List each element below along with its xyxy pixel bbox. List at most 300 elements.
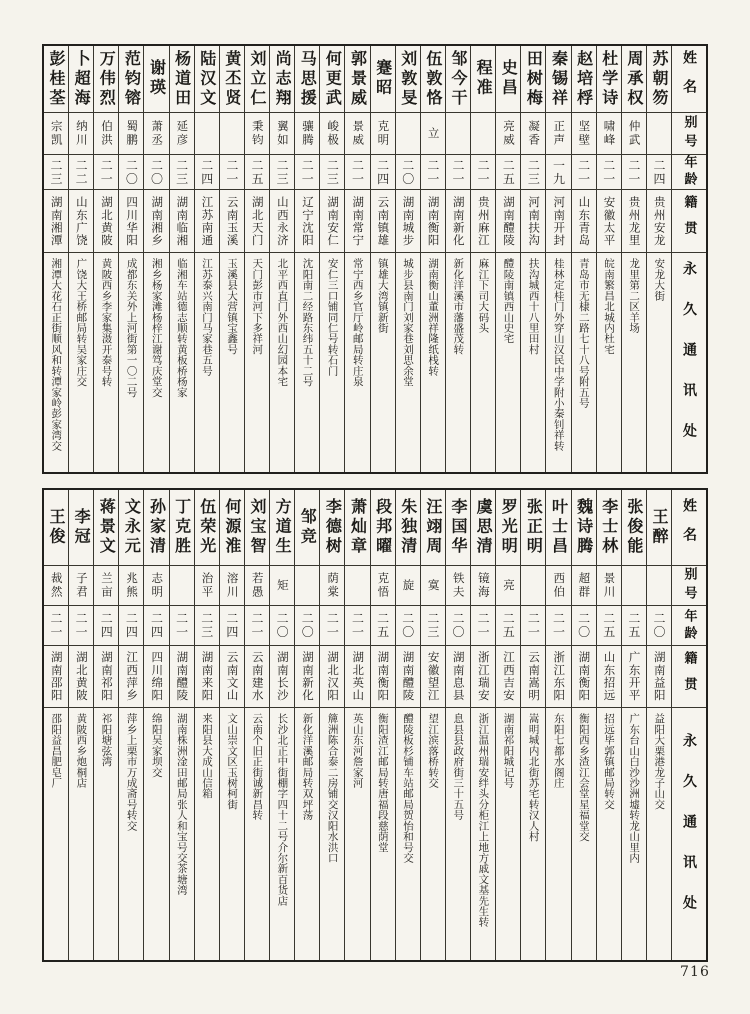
roster-entry-column [420,46,445,472]
roster-entry-column [596,46,621,472]
entry-age: 二四 [224,612,239,639]
entry-age: 二一 [551,612,566,639]
entry-alias-cell [195,112,219,154]
entry-name-cell [647,46,671,112]
entry-native-place: 湖南息县 [451,651,466,702]
entry-native-place-cell [94,645,118,707]
entry-address: 湖南祁阳城记号 [502,713,515,788]
entry-age-cell [446,154,470,189]
entry-name: 史昌 [499,59,519,99]
entry-name-cell [647,490,671,565]
entry-name-cell [546,46,570,112]
roster-entry-column [169,46,194,472]
entry-name-cell [220,46,244,112]
entry-native-place-cell [622,189,646,252]
entry-address-cell [220,252,244,472]
entry-age-cell [496,605,520,645]
entry-alias-cell [320,112,344,154]
entry-name-cell [320,490,344,565]
entry-alias-cell [521,565,545,605]
entry-native-place-cell [144,189,168,252]
entry-alias-cell [471,112,495,154]
entry-age-cell [647,605,671,645]
entry-alias-cell [371,112,395,154]
roster-entry-column [470,46,495,472]
entry-alias-cell [622,112,646,154]
entry-address: 浙江温州瑞安绊头分柜江上地方戚文基先生转 [477,713,490,928]
entry-native-place: 贵州安龙 [652,195,667,247]
entry-address: 广东台山白沙沙洲墟转龙山里内 [628,713,641,863]
entry-address-cell [144,252,168,472]
entry-native-place: 四川华阳 [125,195,140,247]
header-name-label: 姓名 [681,498,697,557]
entry-name: 何更武 [323,49,343,109]
roster-entry-column [143,46,168,472]
entry-age: 二二 [74,158,89,186]
entry-name-cell [471,46,495,112]
entry-address: 邵阳益昌肥皂厂 [50,713,63,788]
entry-age: 二四 [651,158,666,186]
entry-native-place-cell [597,189,621,252]
entry-native-place-cell [546,189,570,252]
entry-address: 益阳大栗港龙子山交 [653,713,666,810]
entry-age-cell [446,605,470,645]
entry-native-place: 安徽望江 [426,651,441,702]
entry-age: 二三 [48,158,63,186]
entry-alias-cell [521,112,545,154]
header-age-label: 年龄 [681,155,697,189]
entry-native-place-cell [220,645,244,707]
entry-native-place: 山西永济 [275,195,290,247]
entry-alias: 子君 [74,572,89,599]
entry-age-cell [245,154,269,189]
entry-address-cell [119,707,143,960]
entry-address: 长沙北正中街棚字四十二号介尔新百货店 [276,713,289,906]
entry-age-cell [396,154,420,189]
entry-age: 二一 [350,612,365,639]
roster-entry-column [68,46,93,472]
entry-age: 二一 [425,158,440,186]
entry-name-cell [396,46,420,112]
entry-alias: 矩 [275,578,290,593]
entry-age: 二四 [199,158,214,186]
entry-name: 蹇昭 [373,59,393,99]
entry-age: 二一 [74,612,89,639]
entry-name: 程准 [474,59,494,99]
entry-name-cell [345,46,369,112]
entry-alias: 景川 [602,572,617,599]
entry-alias: 荫棠 [326,572,341,599]
roster-entry-column [118,46,143,472]
entry-name-cell [144,490,168,565]
entry-address: 广饶大王桥邮局转吴家庄交 [75,258,88,387]
entry-native-place: 山东招远 [602,651,617,702]
entry-name: 黄丕贤 [222,49,242,109]
entry-alias-cell [44,565,68,605]
entry-address: 扶沟城西十八里田村 [527,258,540,355]
entry-age: 二五 [501,158,516,186]
entry-address-cell [421,707,445,960]
entry-name-cell [572,46,596,112]
entry-age-cell [295,605,319,645]
entry-name: 杨道田 [172,49,192,109]
entry-age: 二〇 [400,612,415,639]
entry-name: 伍敦恪 [423,49,443,109]
entry-address-cell [320,252,344,472]
entry-address: 祁阳塘弦湾 [100,713,113,767]
entry-name-cell [597,490,621,565]
entry-native-place-cell [371,189,395,252]
entry-address: 来阳县大成山信箱 [200,713,213,799]
entry-alias-cell [94,112,118,154]
entry-address-cell [220,707,244,960]
entry-native-place-cell [597,645,621,707]
entry-native-place-cell [471,645,495,707]
header-name-cell [672,490,706,565]
entry-native-place-cell [245,645,269,707]
entry-name: 虞思清 [474,498,494,557]
entry-address-cell [371,707,395,960]
roster-entry-column [445,490,470,960]
entry-alias-cell [295,565,319,605]
entry-name-cell [396,490,420,565]
header-alias-cell [672,112,706,154]
entry-age: 二五 [626,612,641,639]
entry-address-cell [521,252,545,472]
entry-native-place-cell [94,189,118,252]
entry-alias-cell [496,112,520,154]
roster-entry-column [495,490,520,960]
entry-address: 衡阳渣江邮局转唐福段慈荫堂 [376,713,389,853]
page-number: 716 [680,964,711,980]
entry-age-cell [69,605,93,645]
entry-address: 文山崇文区玉树柯街 [226,713,239,810]
entry-native-place: 山东广饶 [74,195,89,247]
entry-alias: 萧丞 [150,120,165,147]
entry-address-cell [371,252,395,472]
entry-address: 麻江下司大码头 [477,258,490,333]
entry-native-place: 江西萍乡 [125,651,140,702]
entry-address-cell [295,252,319,472]
entry-address-cell [170,252,194,472]
header-native-place-label: 籍贯 [681,650,697,703]
entry-alias: 西伯 [552,572,567,599]
roster-entry-column [470,490,495,960]
entry-alias-cell [622,565,646,605]
entry-age-cell [421,605,445,645]
entry-address-cell [396,252,420,472]
entry-alias: 若愚 [250,572,265,599]
entry-address: 新化洋溪邮局转双坪荡 [301,713,314,821]
entry-native-place: 湖南邵阳 [49,651,64,702]
entry-alias: 延彦 [175,120,190,147]
entry-age-cell [170,605,194,645]
entry-alias-cell [245,565,269,605]
entry-address: 嵩明城内北街苏宅转汉人村 [527,713,540,842]
entry-native-place: 湖北汉阳 [326,651,341,702]
entry-age: 二四 [99,612,114,639]
entry-native-place: 河南扶沟 [527,195,542,247]
entry-alias: 亮 [501,578,516,593]
header-alias-label: 别号 [681,566,697,605]
roster-entry-column [219,490,244,960]
entry-native-place-cell [195,645,219,707]
entry-native-place: 云南镇雄 [376,195,391,247]
entry-address-cell [345,707,369,960]
entry-address: 沈阳南二经路东纬五十二号 [301,258,314,387]
roster-entry-column [370,490,395,960]
entry-age: 二五 [601,612,616,639]
entry-age: 二一 [249,612,264,639]
entry-native-place: 安徽太平 [602,195,617,247]
entry-age: 二一 [476,158,491,186]
header-name-label: 姓名 [681,49,697,109]
entry-name: 罗光明 [499,498,519,557]
entry-name: 李德树 [323,498,343,557]
entry-native-place-cell [396,645,420,707]
entry-alias-cell [220,565,244,605]
entry-native-place-cell [320,189,344,252]
entry-native-place-cell [546,645,570,707]
entry-address-cell [270,707,294,960]
entry-age-cell [270,154,294,189]
entry-name: 蒋景文 [97,498,117,557]
entry-alias: 蜀鹏 [125,120,140,147]
entry-name: 何源淮 [222,498,242,557]
roster-entry-column [395,490,420,960]
roster-entry-column [44,490,68,960]
entry-alias: 纳川 [74,120,89,147]
entry-age-cell [471,605,495,645]
entry-address: 北平西直门外西山幻园本宅 [276,258,289,387]
entry-name: 田树梅 [524,49,544,109]
entry-native-place-cell [345,189,369,252]
entry-address-cell [245,707,269,960]
roster-entry-column [169,490,194,960]
entry-address-cell [270,252,294,472]
entry-address-cell [471,707,495,960]
entry-name-cell [371,490,395,565]
entry-name-cell [220,490,244,565]
entry-native-place-cell [471,189,495,252]
entry-alias-cell [396,565,420,605]
entry-address: 安龙大街 [653,258,666,301]
entry-name: 伍荣光 [197,498,217,557]
entry-name: 段邦曜 [373,498,393,557]
entry-address: 城步县南门刘家巷刘思余堂 [401,258,414,387]
entry-age: 二〇 [275,612,290,639]
entry-name: 叶士昌 [549,498,569,557]
entry-native-place-cell [69,645,93,707]
entry-address-cell [521,707,545,960]
entry-address: 成都东关外上河街第一〇二号 [125,258,138,398]
entry-native-place-cell [170,645,194,707]
entry-name-cell [622,46,646,112]
entry-alias-cell [647,565,671,605]
entry-name: 刘立仁 [247,49,267,109]
entry-native-place-cell [44,645,68,707]
entry-alias: 峻极 [326,120,341,147]
entry-alias: 旋 [401,578,416,593]
entry-age-cell [195,605,219,645]
entry-address-cell [597,252,621,472]
entry-age: 二一 [350,158,365,186]
entry-native-place: 湖南新化 [300,651,315,702]
entry-native-place: 湖南祁阳 [99,651,114,702]
header-age-cell [672,154,706,189]
entry-alias: 坚壁 [577,120,592,147]
header-column [671,46,706,472]
entry-age-cell [94,605,118,645]
entry-native-place: 湖南衡阳 [376,651,391,702]
entry-native-place: 湖南长沙 [275,651,290,702]
entry-alias: 志明 [150,572,165,599]
entry-age: 二五 [249,158,264,186]
header-name-cell [672,46,706,112]
entry-name-cell [119,490,143,565]
entry-age-cell [119,605,143,645]
roster-entry-column [319,46,344,472]
roster-entry-column [294,490,319,960]
entry-address-cell [496,252,520,472]
entry-native-place: 湖南常宁 [351,195,366,247]
entry-alias-cell [94,565,118,605]
entry-alias-cell [345,112,369,154]
entry-native-place: 湖北黄陂 [74,651,89,702]
entry-native-place: 江苏南通 [200,195,215,247]
entry-name-cell [320,46,344,112]
entry-alias: 兰亩 [99,572,114,599]
entry-native-place-cell [446,645,470,707]
entry-address-cell [119,252,143,472]
entry-age-cell [597,154,621,189]
entry-name: 汪翊周 [423,498,443,557]
entry-alias: 克明 [376,120,391,147]
entry-age: 二四 [149,612,164,639]
entry-name-cell [144,46,168,112]
entry-native-place-cell [345,645,369,707]
entry-alias-cell [597,112,621,154]
entry-address: 望江滨落桥转交 [427,713,440,788]
entry-age-cell [44,605,68,645]
entry-name-cell [94,46,118,112]
entry-address-cell [44,707,68,960]
entry-alias-cell [546,565,570,605]
entry-native-place: 湖北天门 [250,195,265,247]
entry-age: 二一 [224,158,239,186]
entry-native-place: 湖南湘潭 [49,195,64,247]
entry-age: 二一 [576,158,591,186]
roster-entry-column [244,490,269,960]
entry-age-cell [546,605,570,645]
entry-address: 镇雄大湾镇新街 [376,258,389,333]
entry-address-cell [421,252,445,472]
entry-address: 龙里第二区羊场 [628,258,641,333]
entry-address-cell [94,252,118,472]
roster-entry-column [395,46,420,472]
entry-native-place: 浙江东阳 [552,651,567,702]
entry-age: 二一 [476,612,491,639]
header-age-label: 年龄 [681,608,697,643]
entry-native-place: 广东开平 [627,651,642,702]
entry-alias-cell [572,112,596,154]
entry-native-place-cell [647,645,671,707]
entry-age-cell [396,605,420,645]
entry-age: 二〇 [651,612,666,639]
roster-entry-column [294,46,319,472]
entry-address: 绵阳吴家坝交 [150,713,163,778]
entry-address: 云南个旧正街诚新昌转 [251,713,264,821]
roster-entry-column [194,490,219,960]
entry-alias: 凝香 [527,120,542,147]
header-alias-label: 别号 [681,114,697,153]
entry-native-place-cell [396,189,420,252]
entry-native-place: 湖南醴陵 [401,651,416,702]
entry-alias: 骧腾 [300,120,315,147]
entry-alias: 秉钧 [250,120,265,147]
roster-entry-column [370,46,395,472]
entry-native-place-cell [119,189,143,252]
entry-alias-cell [245,112,269,154]
entry-alias: 溶川 [225,572,240,599]
entry-address-cell [446,252,470,472]
entry-native-place-cell [220,189,244,252]
entry-native-place-cell [170,189,194,252]
top-roster-table [42,44,708,474]
entry-native-place: 云南建水 [250,651,265,702]
entry-name: 杜学诗 [599,49,619,109]
header-alias-cell [672,565,706,605]
entry-native-place-cell [295,645,319,707]
entry-age: 二三 [174,158,189,186]
entry-address-cell [647,707,671,960]
roster-entry-column [269,490,294,960]
roster-entry-column [269,46,294,472]
entry-alias: 寞 [426,578,441,593]
entry-name-cell [345,490,369,565]
entry-native-place-cell [496,189,520,252]
entry-name-cell [597,46,621,112]
entry-native-place: 贵州龙里 [627,195,642,247]
entry-age: 二一 [325,612,340,639]
entry-address: 湖南株洲淦田邮局张人和宝号交茶塘湾 [175,713,188,896]
entry-native-place: 湖南益阳 [652,651,667,702]
entry-address: 衡阳西乡渣江会堂星福堂交 [577,713,590,842]
roster-entry-column [93,490,118,960]
entry-native-place: 河南开封 [552,195,567,247]
entry-age: 一九 [551,158,566,186]
entry-age-cell [371,154,395,189]
entry-age-cell [220,154,244,189]
entry-age: 二一 [300,158,315,186]
entry-age-cell [119,154,143,189]
entry-age-cell [270,605,294,645]
entry-name-cell [44,46,68,112]
entry-native-place: 湖南新化 [451,195,466,247]
entry-age-cell [647,154,671,189]
entry-native-place: 湖南城步 [401,195,416,247]
entry-native-place: 湖南临湘 [175,195,190,247]
entry-native-place: 山东青岛 [577,195,592,247]
entry-address: 湖南衡山董洲祥隆纸栈转 [427,258,440,376]
entry-name-cell [44,490,68,565]
entry-address: 天门彭市河下多祥河 [251,258,264,355]
entry-name: 王醉 [649,507,669,548]
entry-address-cell [622,707,646,960]
entry-age-cell [572,605,596,645]
entry-alias-cell [144,112,168,154]
entry-alias-cell [371,565,395,605]
